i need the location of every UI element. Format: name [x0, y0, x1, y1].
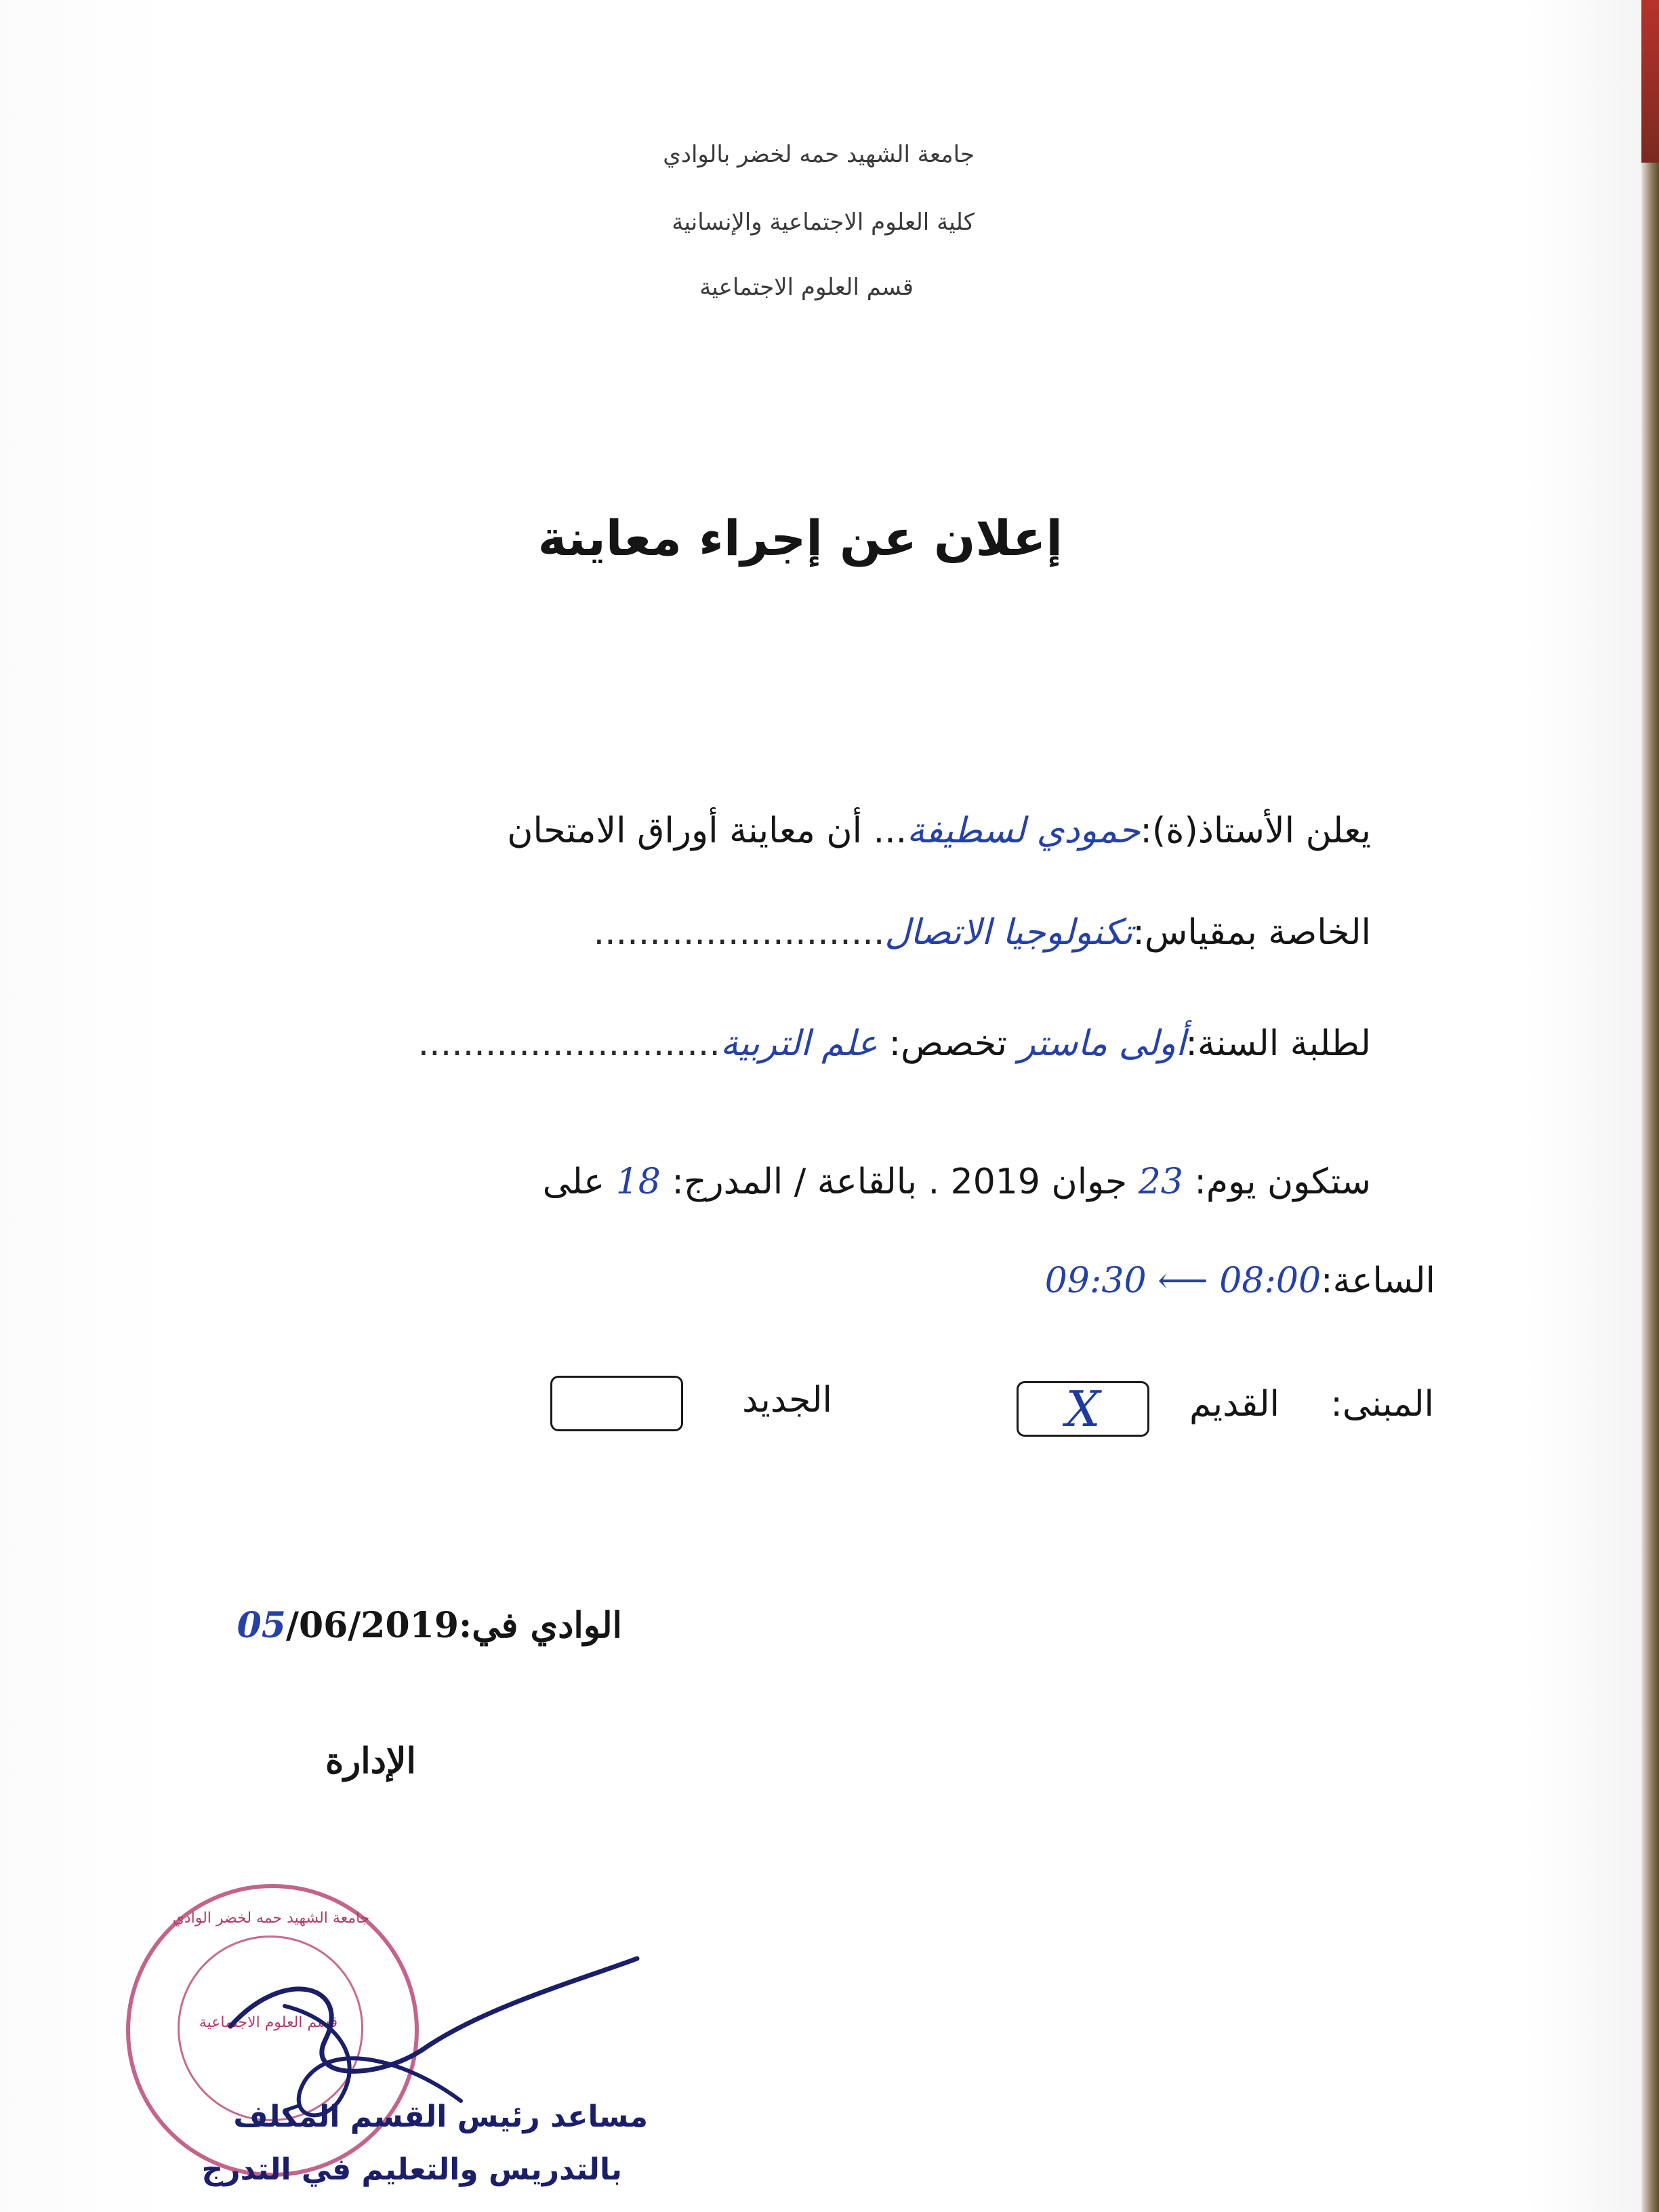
- year-handwritten: أولى ماستر: [1018, 1023, 1186, 1064]
- year-label: لطلبة السنة:: [1185, 1023, 1371, 1064]
- announcement-line-5: [1045, 1261, 1435, 1301]
- specialty-dots: ...........................: [417, 1023, 720, 1064]
- time-from-handwritten: 08:00: [1219, 1261, 1322, 1301]
- checkbox-old-mark: X: [1065, 1380, 1101, 1437]
- professor-name-handwritten: حمودي لسطيفة: [907, 811, 1141, 851]
- paper-edge-shadow: [1641, 0, 1659, 2212]
- signatory-title-line-1: مساعد رئيس القسم المكلف: [233, 2100, 648, 2134]
- hall-handwritten: 18: [615, 1162, 661, 1202]
- subject-handwritten: تكنولوجيا الاتصال: [884, 912, 1133, 953]
- announcement-line-4: [543, 1162, 1371, 1202]
- administration-label: الإدارة: [325, 1740, 416, 1782]
- day-label: ستكون يوم:: [1194, 1162, 1371, 1202]
- place-label: الوادي في:: [459, 1605, 622, 1646]
- specialty-label: تخصص:: [888, 1023, 1007, 1064]
- faculty-name: كلية العلوم الاجتماعية والإنسانية: [672, 209, 975, 236]
- time-label: الساعة:: [1321, 1261, 1435, 1301]
- arrow-icon: ⟵: [1158, 1261, 1208, 1301]
- on-text: على: [542, 1162, 605, 1202]
- building-option-new: الجديد: [742, 1380, 832, 1420]
- building-label: المبنى:: [1330, 1384, 1434, 1425]
- signatory-title-line-2: بالتدريس والتعليم في التدرج: [201, 2152, 622, 2187]
- time-to-handwritten: 09:30: [1044, 1261, 1147, 1301]
- document-title: إعلان عن إجراء معاينة: [537, 510, 1063, 567]
- building-option-old: القديم: [1189, 1384, 1279, 1425]
- stamp-inner-text: قسم العلوم الاجتماعية: [199, 2014, 338, 2031]
- exam-review-text: ... أن معاينة أوراق الامتحان: [507, 811, 907, 851]
- subject-dots: ..........................: [593, 912, 885, 953]
- date-rest: /06/2019: [285, 1605, 459, 1646]
- date-day-handwritten: 05: [237, 1605, 286, 1646]
- checkbox-new: [550, 1376, 683, 1431]
- department-name: قسم العلوم الاجتماعية: [699, 274, 914, 301]
- day-handwritten: 23: [1138, 1162, 1183, 1202]
- professor-label: يعلن الأستاذ(ة):: [1140, 811, 1371, 851]
- specialty-handwritten: علم التربية: [720, 1023, 878, 1064]
- announcement-line-3: [418, 1023, 1371, 1064]
- place-date: [237, 1605, 622, 1646]
- announcement-line-1: [507, 811, 1371, 851]
- university-name: جامعة الشهيد حمه لخضر بالوادي: [663, 141, 975, 168]
- announcement-line-2: [594, 912, 1371, 953]
- checkbox-old: [1017, 1381, 1149, 1437]
- stamp-ring-text: جامعة الشهيد حمه لخضر الوادي: [172, 1910, 370, 1927]
- paper-edge-corner: [1641, 0, 1659, 163]
- subject-label: الخاصة بمقياس:: [1132, 912, 1371, 953]
- month-hall-text: جوان 2019 . بالقاعة / المدرج:: [672, 1162, 1128, 1202]
